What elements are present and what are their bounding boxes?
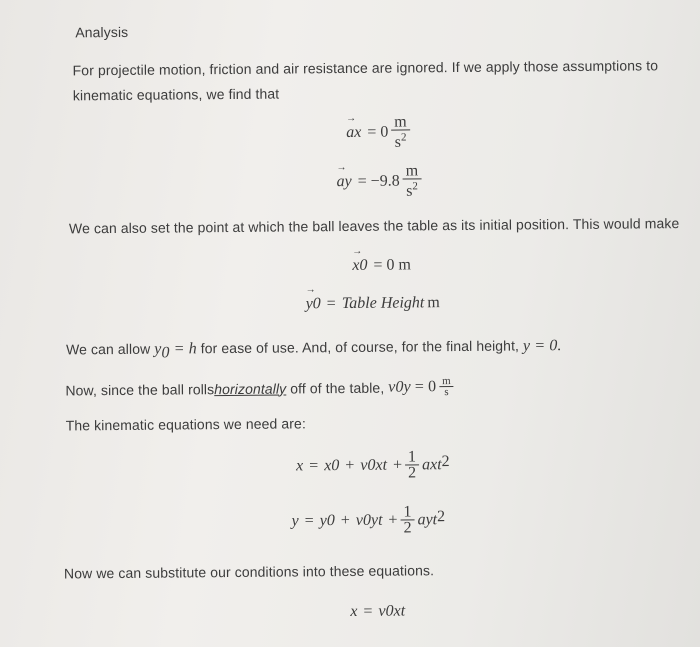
y-a: a	[417, 510, 426, 528]
x-half-num: 1	[405, 449, 419, 465]
ax-unit-exp: 2	[400, 131, 407, 144]
x-half	[405, 449, 419, 480]
intro-line-1: For projectile motion, friction and air resistance are ignored. If we apply those assumptions to	[72, 57, 659, 79]
allow-sub: 0	[161, 344, 170, 362]
allow-post: for ease of use. And, of course, for the final height,	[196, 337, 524, 357]
ax-value: = 0	[367, 123, 389, 141]
equation-ax	[346, 114, 413, 150]
final-v-sub: 0x	[385, 602, 401, 620]
ay-unit	[403, 163, 422, 198]
since-post: off of the table,	[286, 379, 389, 397]
ay-value: = −9.8	[357, 172, 400, 190]
ax-unit	[391, 114, 410, 149]
x-equals: =	[309, 456, 319, 474]
y-half-den: 2	[403, 519, 412, 537]
since-line	[65, 376, 457, 400]
y-equals: =	[304, 511, 314, 529]
since-pre: Now, since the ball rolls	[65, 380, 215, 398]
x-plus-1: +	[345, 456, 355, 474]
x-t: t	[382, 456, 388, 474]
y-exp: 2	[436, 508, 446, 526]
y-y0: y	[319, 511, 327, 529]
final-equals: =	[363, 602, 373, 620]
intro-line-2: kinematic equations, we find that	[72, 85, 280, 104]
equation-y	[291, 504, 445, 536]
x-a: a	[421, 455, 431, 473]
y-t: t	[377, 511, 383, 529]
kinematic-text: The kinematic equations we need are:	[65, 415, 306, 434]
x-x0-sub: 0	[331, 456, 340, 474]
y-plus-1: +	[340, 511, 350, 529]
x0-value: = 0 m	[373, 256, 411, 274]
x-lhs: x	[295, 456, 304, 474]
final-lhs: x	[350, 602, 358, 620]
y-v: v	[355, 511, 364, 529]
allow-var: y	[154, 340, 162, 358]
ax-subscript: x	[354, 123, 362, 141]
substitute-text: Now we can substitute our conditions into these equations.	[63, 562, 435, 582]
x-x0: x	[324, 456, 332, 474]
ax-unit-den: s	[394, 133, 402, 151]
ay-symbol: → a	[337, 173, 345, 191]
equation-x	[296, 449, 450, 481]
y-lhs: y	[291, 511, 299, 529]
equation-final	[350, 602, 405, 620]
y0-unit: m	[427, 294, 440, 312]
y0-equals: =	[326, 295, 336, 313]
y-t2: t	[432, 510, 438, 528]
final-t: t	[400, 602, 406, 620]
x-a-sub: x	[429, 455, 438, 473]
since-sub: 0y	[395, 377, 411, 396]
ay-subscript: y	[344, 172, 352, 190]
y-half	[400, 504, 414, 535]
ax-symbol: → a	[346, 124, 354, 142]
ay-unit-num: m	[403, 163, 422, 179]
x0-subscript: 0	[359, 256, 368, 274]
since-var: v	[388, 378, 396, 396]
since-eq: = 0	[410, 377, 437, 395]
equation-ay	[336, 163, 424, 199]
equation-y0	[306, 294, 440, 313]
since-unit-den: s	[444, 386, 449, 399]
x-plus-2: +	[392, 456, 403, 474]
y-half-num: 1	[400, 504, 414, 520]
x-half-den: 2	[408, 464, 417, 482]
y0-value: Table Height	[341, 294, 425, 313]
y0-subscript: 0	[312, 295, 321, 313]
x-exp: 2	[441, 453, 450, 471]
x0-symbol: → x	[352, 257, 359, 275]
ay-unit-den: s	[406, 182, 413, 200]
y-a-sub: y	[425, 510, 433, 528]
x-t2: t	[437, 455, 442, 473]
allow-mid-math: = h	[169, 340, 197, 358]
allow-pre: We can allow	[65, 340, 155, 358]
since-unit	[439, 376, 454, 397]
y-plus-2: +	[388, 511, 398, 529]
section-title: Analysis	[75, 23, 129, 41]
y-y0-sub: 0	[326, 511, 335, 529]
equation-x0	[352, 256, 411, 275]
since-unit-num: m	[439, 376, 454, 387]
x-v: v	[360, 456, 368, 474]
set-point-text: We can also set the point at which the ball leaves the table as its initial position. This would make	[68, 215, 680, 237]
ax-unit-num: m	[391, 114, 410, 130]
x-v-sub: 0x	[367, 456, 383, 474]
allow-line	[66, 337, 562, 363]
since-emphasis: horizontally	[214, 380, 287, 397]
allow-final-math: y = 0.	[522, 337, 562, 355]
ay-unit-exp: 2	[412, 180, 418, 193]
final-v: v	[378, 602, 386, 620]
y0-symbol: → y	[306, 295, 313, 313]
y-v-sub: 0y	[362, 511, 379, 529]
